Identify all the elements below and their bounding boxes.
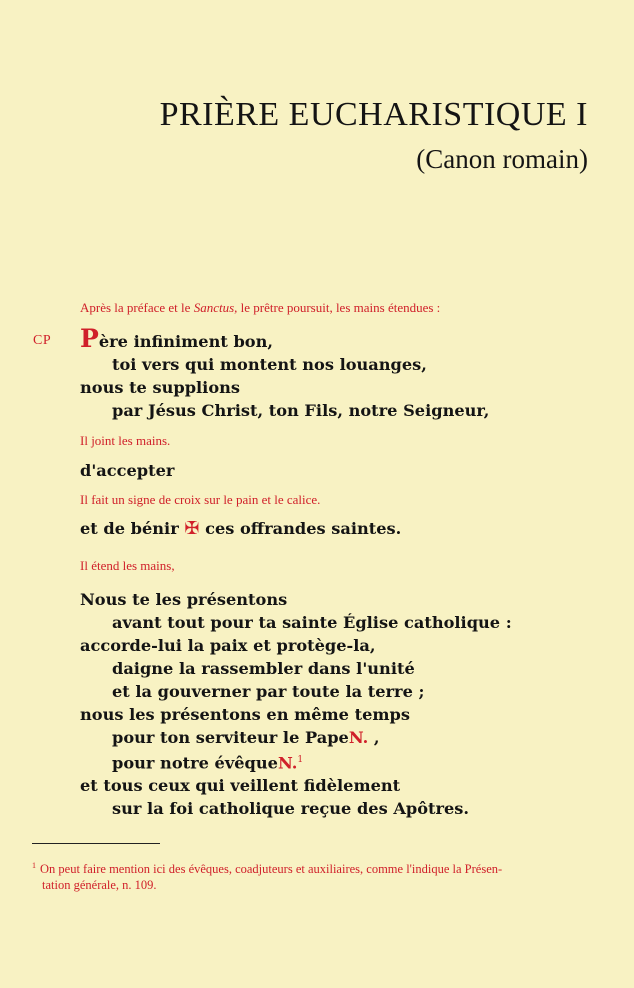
footnote-divider — [32, 843, 160, 844]
prayer-accepter — [80, 459, 174, 482]
rubric-intro-italic: Sanctus, — [193, 300, 238, 315]
page-title: PRIÈRE EUCHARISTIQUE I — [159, 96, 588, 133]
pope-line-end: , — [368, 728, 380, 747]
rubric-intro — [80, 300, 440, 316]
prayer-part-2 — [80, 588, 512, 820]
rubric-cross: Il fait un signe de croix sur le pain et le calice. — [80, 492, 321, 507]
prayer-line: nous les présentons en même temps — [80, 705, 410, 724]
prayer-line — [80, 726, 512, 749]
prayer-part-1 — [80, 324, 490, 422]
footnote — [32, 858, 607, 893]
prayer-line: nous te supplions — [80, 378, 240, 397]
rubric-intro-before: Après la préface et le — [80, 300, 194, 315]
prayer-line: d'accepter — [80, 461, 175, 480]
prayer-line: avant tout pour ta sainte Église catholique : — [112, 613, 512, 632]
bishop-name-placeholder: N. — [277, 753, 298, 773]
bless-before: et de bénir — [80, 519, 185, 538]
prayer-bless — [80, 517, 401, 540]
pope-name-placeholder: N. — [348, 728, 369, 747]
footnote-number: 1 — [32, 861, 36, 870]
prayer-line — [80, 749, 512, 774]
footnote-ref: 1 — [297, 755, 304, 765]
rubric-join: Il joint les mains. — [80, 433, 171, 448]
prayer-line: toi vers qui montent nos louanges, — [112, 355, 427, 374]
prayer-line: par Jésus Christ, ton Fils, notre Seigneur, — [112, 401, 490, 420]
bishop-line: pour notre évêque — [112, 753, 278, 773]
footnote-line-1: On peut faire mention ici des évêques, coadjuteurs et auxiliaires, comme l'indique la Présen- — [40, 862, 503, 877]
prayer-line: et tous ceux qui veillent fidèlement — [80, 776, 401, 796]
prayer-line: accorde-lui la paix et protège-la, — [80, 636, 376, 655]
speaker-label: CP — [33, 333, 52, 348]
prayer-line: sur la foi catholique reçue des Apôtres. — [112, 799, 470, 819]
pope-line: pour ton serviteur le Pape — [112, 728, 349, 747]
footnote-line-2: tation générale, n. 109. — [42, 878, 157, 893]
cross-icon: ✠ — [184, 518, 200, 539]
rubric-extend: Il étend les mains, — [80, 558, 175, 573]
rubric-intro-after: le prêtre poursuit, les mains étendues : — [237, 300, 441, 315]
prayer-line: et la gouverner par toute la terre ; — [112, 682, 425, 701]
prayer-line — [80, 324, 489, 353]
bless-after: ces offrandes saintes. — [199, 519, 402, 538]
prayer-line-text: ère infiniment bon, — [98, 332, 274, 351]
drop-cap: P — [80, 324, 99, 353]
page-subtitle: (Canon romain) — [416, 144, 588, 174]
prayer-line: Nous te les présentons — [80, 590, 288, 609]
prayer-line: daigne la rassembler dans l'unité — [112, 659, 415, 678]
prayer-line — [80, 517, 401, 540]
